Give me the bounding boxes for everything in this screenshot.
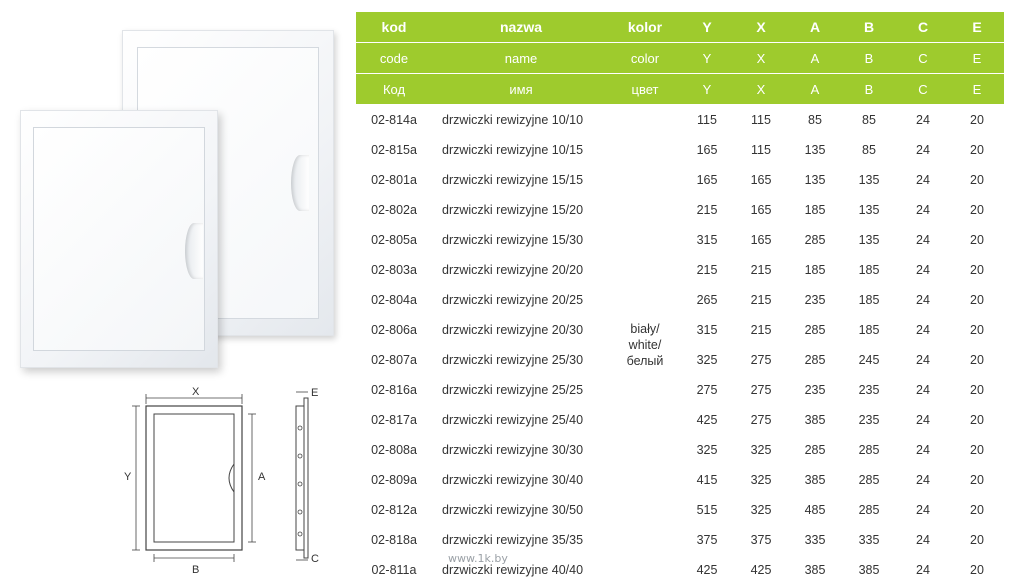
- cell-name: drzwiczki rewizyjne 25/30: [442, 353, 584, 367]
- cell-e: 20: [970, 353, 984, 367]
- cell-b: 285: [858, 473, 880, 487]
- header-row: [356, 12, 1004, 43]
- cell-name: drzwiczki rewizyjne 30/40: [442, 473, 584, 487]
- cell-y: 415: [696, 473, 718, 487]
- cell-e: 20: [970, 233, 984, 247]
- header-c: C: [896, 43, 950, 74]
- cell-a: 135: [804, 143, 826, 157]
- cell-e: 20: [970, 383, 984, 397]
- header-row: [356, 74, 1004, 105]
- table-body: [356, 105, 1004, 586]
- cell-name: drzwiczki rewizyjne 30/50: [442, 503, 584, 517]
- cell-a: 185: [804, 263, 826, 277]
- cell-b: 285: [858, 443, 880, 457]
- cell-kod: 02-811a: [371, 563, 417, 577]
- cell-a: 285: [804, 233, 826, 247]
- header-color: color: [610, 43, 680, 74]
- color-line: white/: [628, 338, 662, 352]
- header-row: [356, 43, 1004, 74]
- cell-a: 335: [804, 533, 826, 547]
- table-row: [356, 225, 1004, 255]
- cell-e: 20: [970, 293, 984, 307]
- cell-kod: 02-801a: [371, 173, 417, 187]
- cell-x: 165: [750, 233, 772, 247]
- cell-c: 24: [916, 173, 930, 187]
- cell-name: drzwiczki rewizyjne 15/30: [442, 233, 584, 247]
- cell-a: 385: [804, 563, 826, 577]
- cell-x: 275: [750, 353, 772, 367]
- cell-color: [610, 105, 680, 586]
- cell-a: 235: [804, 383, 826, 397]
- cell-e: 20: [970, 563, 984, 577]
- table-row: [356, 285, 1004, 315]
- cell-name: drzwiczki rewizyjne 25/25: [442, 383, 584, 397]
- cell-a: 235: [804, 293, 826, 307]
- header-y: Y: [680, 74, 734, 105]
- cell-y: 325: [696, 443, 718, 457]
- cell-x: 115: [751, 113, 771, 127]
- cell-c: 24: [916, 473, 930, 487]
- color-line: biały/: [630, 322, 660, 336]
- header-a: A: [788, 12, 842, 43]
- cell-x: 325: [750, 473, 772, 487]
- cell-b: 135: [858, 233, 880, 247]
- cell-kod: 02-803a: [371, 263, 417, 277]
- cell-name: drzwiczki rewizyjne 35/35: [442, 533, 584, 547]
- header-x: X: [734, 43, 788, 74]
- header-b: B: [842, 74, 896, 105]
- cell-x: 215: [750, 263, 772, 277]
- cell-y: 425: [696, 563, 718, 577]
- cell-b: 135: [858, 203, 880, 217]
- header-name: nazwa: [432, 12, 610, 43]
- table-row: [356, 105, 1004, 136]
- cell-b: 245: [858, 353, 880, 367]
- table-row: [356, 555, 1004, 585]
- cell-c: 24: [916, 533, 930, 547]
- header-a: A: [788, 43, 842, 74]
- header-y: Y: [680, 12, 734, 43]
- cell-name: drzwiczki rewizyjne 30/30: [442, 443, 584, 457]
- table-row: [356, 315, 1004, 345]
- cell-a: 385: [804, 473, 826, 487]
- table-row: [356, 165, 1004, 195]
- cell-c: 24: [916, 443, 930, 457]
- table-row: [356, 405, 1004, 435]
- table-header: [356, 12, 1004, 105]
- header-b: B: [842, 12, 896, 43]
- cell-kod: 02-818a: [371, 533, 417, 547]
- cell-y: 375: [696, 533, 718, 547]
- cell-kod: 02-817a: [371, 413, 417, 427]
- cell-b: 385: [858, 563, 880, 577]
- cell-e: 20: [970, 503, 984, 517]
- cell-e: 20: [970, 473, 984, 487]
- cell-name: drzwiczki rewizyjne 25/40: [442, 413, 584, 427]
- dim-label-y: Y: [124, 471, 132, 483]
- header-e: E: [950, 43, 1004, 74]
- cell-x: 425: [750, 563, 772, 577]
- cell-x: 275: [750, 383, 772, 397]
- cell-y: 265: [696, 293, 718, 307]
- cell-a: 185: [804, 203, 826, 217]
- table-row: [356, 525, 1004, 555]
- cell-y: 165: [696, 143, 718, 157]
- cell-x: 325: [750, 443, 772, 457]
- cell-a: 285: [804, 353, 826, 367]
- header-e: E: [950, 74, 1004, 105]
- cell-c: 24: [916, 383, 930, 397]
- header-x: X: [734, 74, 788, 105]
- cell-x: 275: [750, 413, 772, 427]
- cell-e: 20: [970, 113, 984, 127]
- cell-e: 20: [970, 443, 984, 457]
- cell-y: 515: [696, 503, 718, 517]
- cell-x: 215: [750, 293, 772, 307]
- cell-a: 285: [804, 323, 826, 337]
- cell-c: 24: [916, 113, 930, 127]
- table-row: [356, 135, 1004, 165]
- cell-b: 185: [858, 293, 880, 307]
- cell-name: drzwiczki rewizyjne 10/10: [442, 113, 584, 127]
- header-e: E: [950, 12, 1004, 43]
- cell-c: 24: [916, 203, 930, 217]
- table-row: [356, 195, 1004, 225]
- cell-y: 315: [696, 323, 718, 337]
- cell-c: 24: [916, 503, 930, 517]
- cell-y: 165: [696, 173, 718, 187]
- table-row: [356, 255, 1004, 285]
- cell-x: 325: [750, 503, 772, 517]
- cell-b: 335: [858, 533, 880, 547]
- cell-y: 275: [696, 383, 718, 397]
- spec-table: [356, 12, 1004, 585]
- cell-name: drzwiczki rewizyjne 20/30: [442, 323, 584, 337]
- cell-kod: 02-812a: [371, 503, 417, 517]
- cell-kod: 02-806a: [371, 323, 417, 337]
- dimension-drawing: [120, 384, 350, 584]
- cell-kod: 02-814a: [371, 113, 417, 127]
- cell-kod: 02-802a: [371, 203, 417, 217]
- header-color: цвет: [610, 74, 680, 105]
- cell-x: 115: [751, 143, 771, 157]
- cell-kod: 02-808a: [371, 443, 417, 457]
- header-c: C: [896, 12, 950, 43]
- header-kod: code: [356, 43, 432, 74]
- table-row: [356, 495, 1004, 525]
- cell-e: 20: [970, 413, 984, 427]
- cell-y: 425: [696, 413, 718, 427]
- cell-e: 20: [970, 203, 984, 217]
- cell-name: drzwiczki rewizyjne 15/20: [442, 203, 584, 217]
- table-row: [356, 435, 1004, 465]
- cell-c: 24: [916, 233, 930, 247]
- cell-y: 115: [697, 113, 717, 127]
- header-name: имя: [432, 74, 610, 105]
- cell-x: 215: [750, 323, 772, 337]
- cell-b: 235: [858, 383, 880, 397]
- cell-c: 24: [916, 293, 930, 307]
- cell-c: 24: [916, 413, 930, 427]
- watermark: www.1k.by: [448, 552, 508, 565]
- cell-a: 85: [808, 113, 822, 127]
- cell-name: drzwiczki rewizyjne 15/15: [442, 173, 584, 187]
- header-color: kolor: [610, 12, 680, 43]
- cell-a: 135: [804, 173, 826, 187]
- header-c: C: [896, 74, 950, 105]
- cell-kod: 02-804a: [371, 293, 417, 307]
- cell-name: drzwiczki rewizyjne 20/20: [442, 263, 584, 277]
- cell-kod: 02-815a: [371, 143, 417, 157]
- product-photo: [0, 0, 350, 370]
- dim-label-e: E: [311, 387, 319, 399]
- cell-name: drzwiczki rewizyjne 20/25: [442, 293, 584, 307]
- dim-label-c: C: [311, 553, 319, 565]
- cell-b: 85: [862, 113, 876, 127]
- inspection-door-front: [20, 110, 218, 368]
- cell-a: 285: [804, 443, 826, 457]
- cell-name: drzwiczki rewizyjne 40/40: [442, 563, 584, 577]
- dim-label-x: X: [192, 386, 200, 398]
- cell-b: 185: [858, 323, 880, 337]
- header-a: A: [788, 74, 842, 105]
- cell-kod: 02-807a: [371, 353, 417, 367]
- cell-c: 24: [916, 263, 930, 277]
- color-line: белый: [626, 354, 664, 368]
- cell-y: 315: [696, 233, 718, 247]
- cell-a: 385: [804, 413, 826, 427]
- cell-kod: 02-805a: [371, 233, 417, 247]
- cell-y: 215: [696, 263, 718, 277]
- cell-y: 325: [696, 353, 718, 367]
- cell-b: 135: [858, 173, 880, 187]
- cell-b: 85: [862, 143, 876, 157]
- dim-label-a: A: [258, 471, 266, 483]
- cell-name: drzwiczki rewizyjne 10/15: [442, 143, 584, 157]
- cell-x: 375: [750, 533, 772, 547]
- cell-e: 20: [970, 323, 984, 337]
- cell-kod: 02-816a: [371, 383, 417, 397]
- cell-e: 20: [970, 143, 984, 157]
- cell-x: 165: [750, 173, 772, 187]
- cell-c: 24: [916, 563, 930, 577]
- cell-a: 485: [804, 503, 826, 517]
- cell-c: 24: [916, 353, 930, 367]
- table-row: [356, 375, 1004, 405]
- cell-c: 24: [916, 323, 930, 337]
- header-kod: kod: [356, 12, 432, 43]
- cell-e: 20: [970, 263, 984, 277]
- table-row: [356, 465, 1004, 495]
- cell-c: 24: [916, 143, 930, 157]
- dim-label-b: B: [192, 564, 200, 576]
- header-name: name: [432, 43, 610, 74]
- table-row: [356, 345, 1004, 375]
- cell-e: 20: [970, 533, 984, 547]
- header-b: B: [842, 43, 896, 74]
- cell-b: 185: [858, 263, 880, 277]
- cell-x: 165: [750, 203, 772, 217]
- cell-e: 20: [970, 173, 984, 187]
- header-y: Y: [680, 43, 734, 74]
- header-kod: Код: [356, 74, 432, 105]
- cell-y: 215: [696, 203, 718, 217]
- cell-kod: 02-809a: [371, 473, 417, 487]
- cell-b: 235: [858, 413, 880, 427]
- cell-b: 285: [858, 503, 880, 517]
- header-x: X: [734, 12, 788, 43]
